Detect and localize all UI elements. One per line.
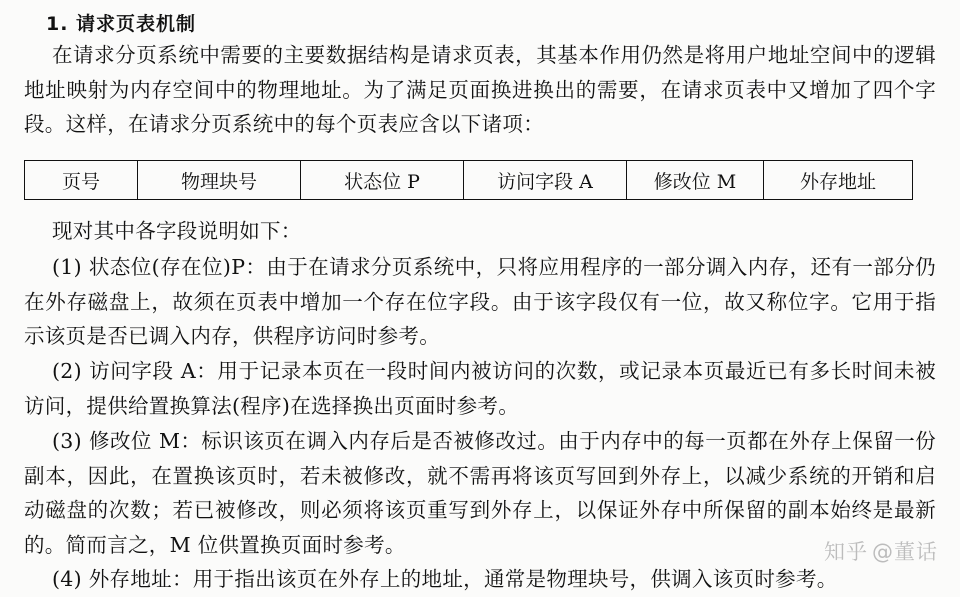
table-cell-status-bit: 状态位 P xyxy=(301,161,464,200)
item-modify-bit: (3) 修改位 M：标识该页在调入内存后是否被修改过。由于内存中的每一页都在外存上保留一份副本，因此，在置换该页时，若未被修改，就不需再将该页写回到外存上，以减少系统的开销和启动磁盘的次数；若已被修改，则必须将该页重写到外存上，以保证外存中所保留的副本始终是最新的。简而言之，M 位供置换页面时参考。 xyxy=(24,429,936,557)
table-cell-external-address: 外存地址 xyxy=(764,161,913,200)
table-cell-physical-block: 物理块号 xyxy=(138,161,301,200)
item-access-field: (2) 访问字段 A：用于记录本页在一段时间内被访问的次数，或记录本页最近已有多长时间未被访问，提供给置换算法(程序)在选择换出页面时参考。 xyxy=(24,359,936,418)
section-title: 1. 请求页表机制 xyxy=(46,13,197,35)
lead-paragraph: 现对其中各字段说明如下： xyxy=(52,219,302,243)
watermark-brand: 知乎 xyxy=(824,540,868,564)
watermark-handle: @董话 xyxy=(872,540,938,564)
table-cell-page-number: 页号 xyxy=(25,161,138,200)
table-cell-modify-bit: 修改位 M xyxy=(627,161,764,200)
item-status-bit: (1) 状态位(存在位)P：由于在请求分页系统中，只将应用程序的一部分调入内存，还有一部分仍在外存磁盘上，故须在页表中增加一个存在位字段。由于该字段仅有一位，故又称位字。它用于指示该页是否已调入内存，供程序访问时参考。 xyxy=(24,255,936,348)
item-external-address: (4) 外存地址：用于指出该页在外存上的地址，通常是物理块号，供调入该页时参考。 xyxy=(52,567,838,591)
intro-paragraph: 在请求分页系统中需要的主要数据结构是请求页表，其基本作用仍然是将用户地址空间中的逻辑地址映射为内存空间中的物理地址。为了满足页面换进换出的需要，在请求页表中又增加了四个字段。这样，在请求分页系统中的每个页表应含以下诸项： xyxy=(24,43,936,136)
table-row xyxy=(25,161,913,200)
table-cell-access-field: 访问字段 A xyxy=(464,161,627,200)
watermark xyxy=(824,536,938,566)
page-table-fields xyxy=(24,160,913,200)
